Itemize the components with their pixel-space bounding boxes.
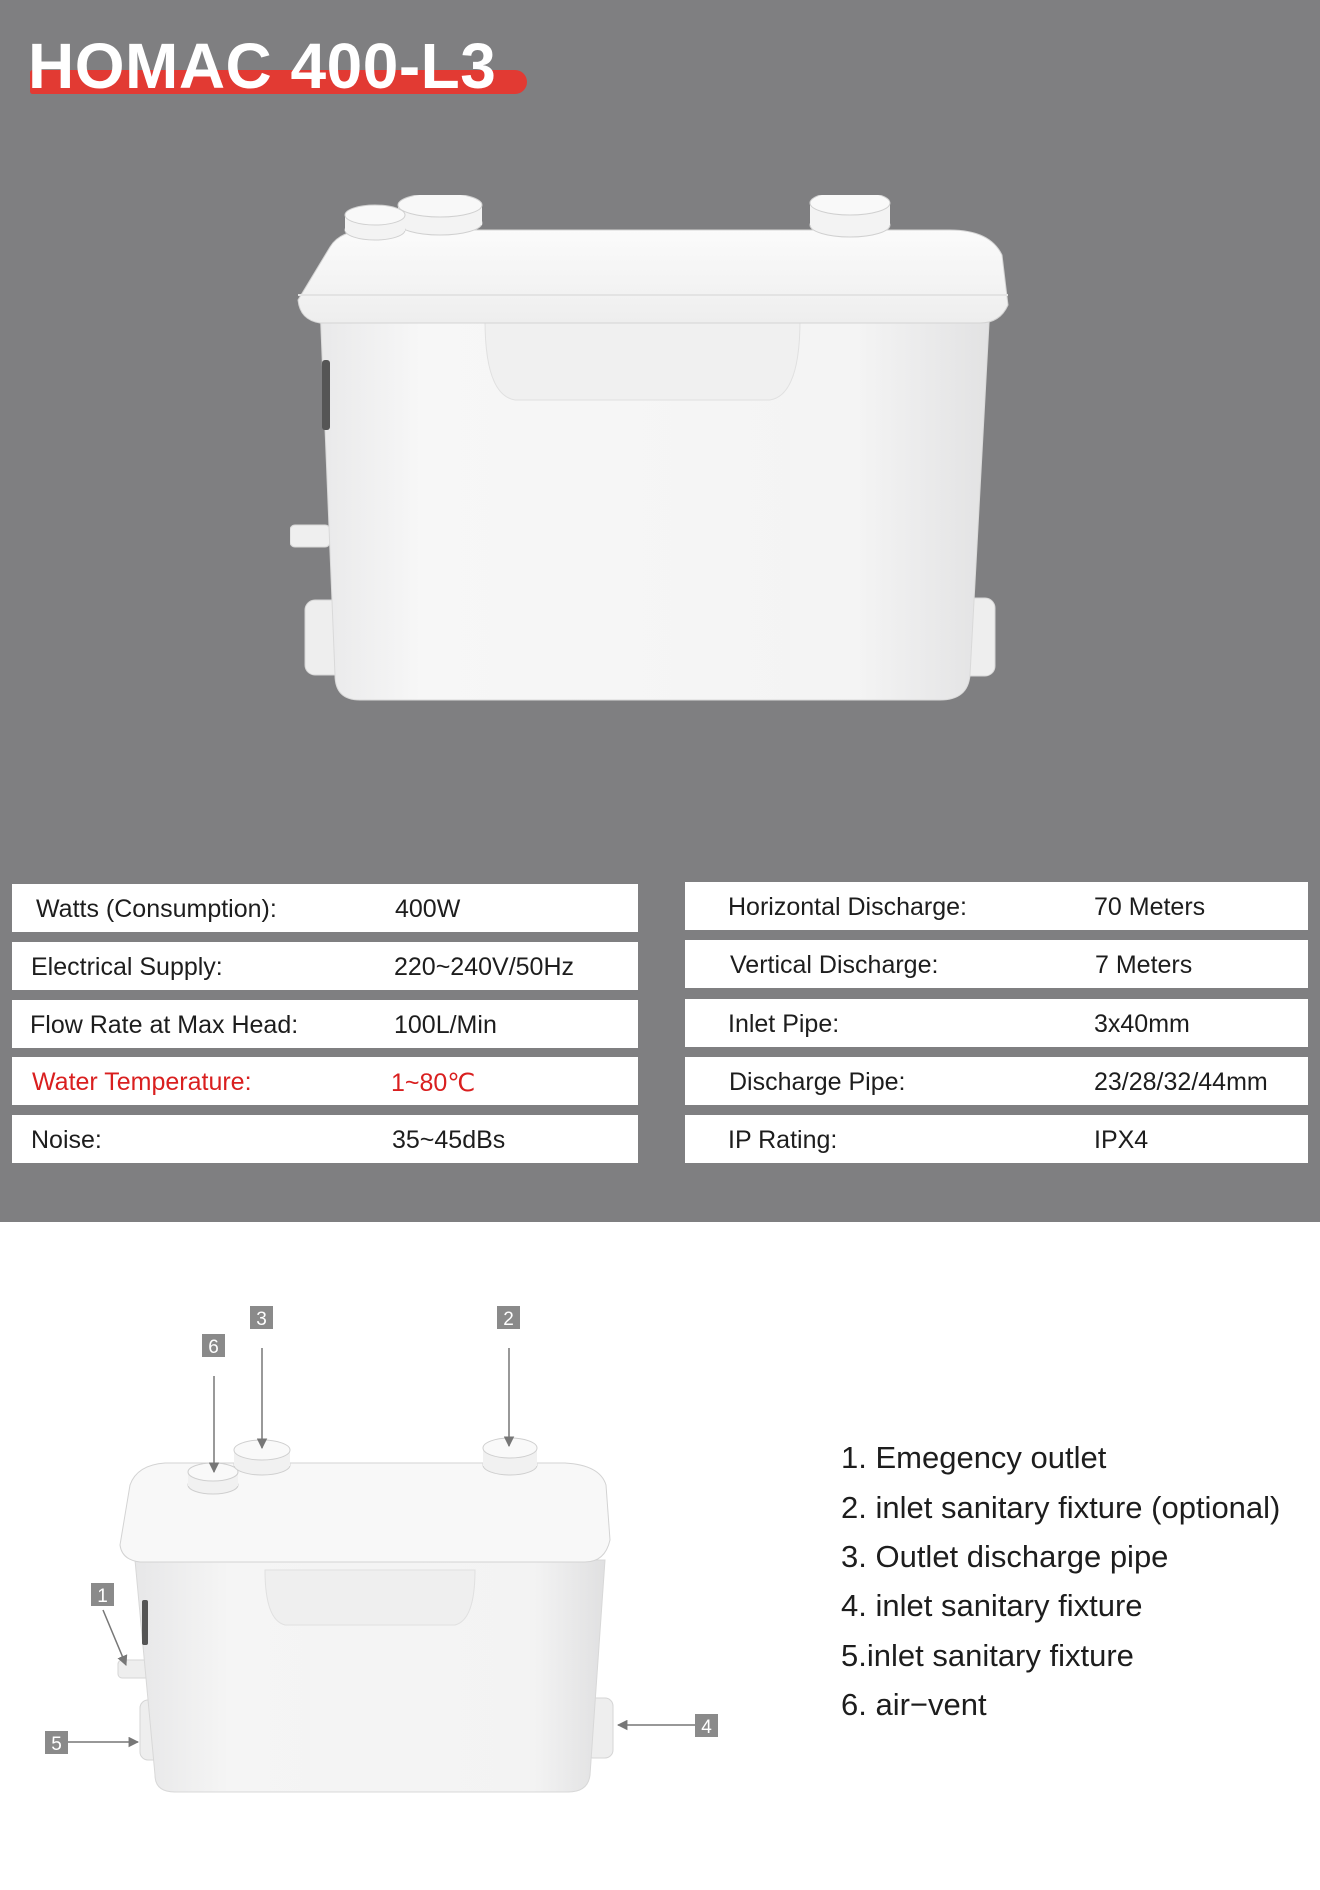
page-title: HOMAC 400-L3 [28,30,497,102]
legend-item-5: 5.inlet sanitary fixture [841,1638,1134,1673]
legend-item-3: 3. Outlet discharge pipe [841,1539,1169,1574]
spec-row-electrical-supply: Electrical Supply: 220~240V/50Hz [12,942,638,990]
svg-text:5: 5 [51,1734,62,1755]
spec-row-inlet-pipe: Inlet Pipe: 3x40mm [685,999,1308,1047]
callout-badge-1 [91,1583,114,1607]
svg-text:4: 4 [701,1717,712,1738]
callout-badge-5 [45,1731,68,1755]
spec-row-vertical-discharge: Vertical Discharge: 7 Meters [685,940,1308,988]
labeled-diagram [40,1300,740,1820]
spec-row-noise: Noise: 35~45dBs [12,1115,638,1163]
legend-item-4: 4. inlet sanitary fixture [841,1588,1143,1623]
svg-text:3: 3 [256,1309,267,1330]
svg-text:2: 2 [503,1309,514,1330]
product-image [290,195,1030,715]
svg-text:1: 1 [97,1586,108,1607]
callout-badge-3 [250,1306,273,1330]
spec-row-horizontal-discharge: Horizontal Discharge: 70 Meters [685,882,1308,930]
callout-badge-2 [497,1306,520,1330]
callout-badge-6 [202,1334,225,1358]
legend-item-6: 6. air−vent [841,1687,987,1722]
spec-row-watts: Watts (Consumption): 400W [12,884,638,932]
callout-badge-4 [695,1714,718,1738]
spec-row-discharge-pipe: Discharge Pipe: 23/28/32/44mm [685,1057,1308,1105]
legend-item-1: 1. Emegency outlet [841,1440,1107,1475]
title-block [28,28,496,104]
legend-item-2: 2. inlet sanitary fixture (optional) [841,1490,1281,1525]
spec-row-flow-rate: Flow Rate at Max Head: 100L/Min [12,1000,638,1048]
spec-row-water-temperature: Water Temperature: 1~80℃ [12,1057,638,1105]
svg-text:6: 6 [208,1337,219,1358]
spec-row-ip-rating: IP Rating: IPX4 [685,1115,1308,1163]
